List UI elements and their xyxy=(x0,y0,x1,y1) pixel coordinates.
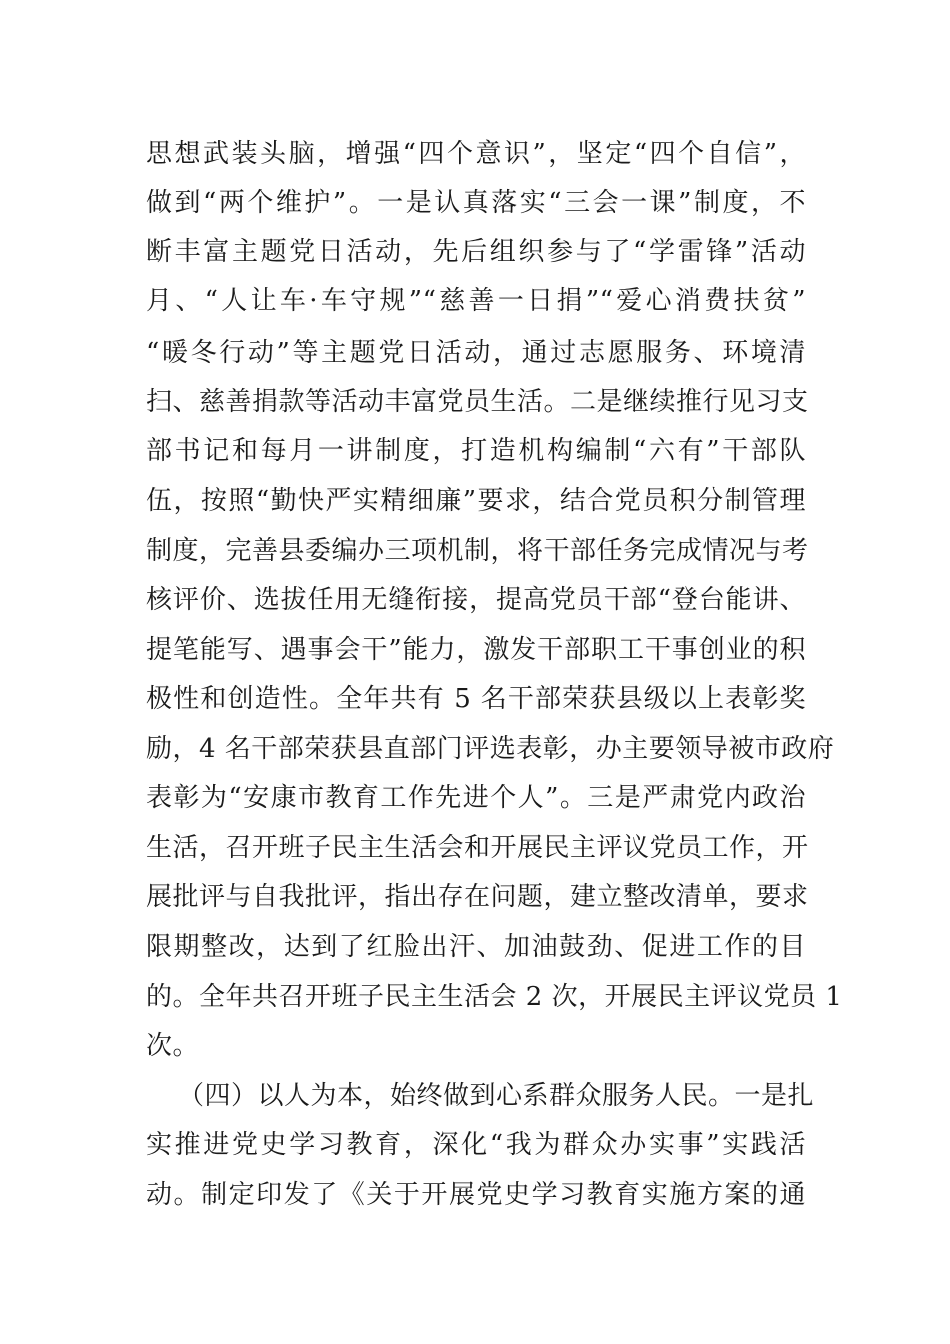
text-line-9: 制度，完善县委编办三项机制，将干部任务完成情况与考 xyxy=(146,536,809,566)
text-line-6: 扫、慈善捐款等活动丰富党员生活。二是继续推行见习支 xyxy=(146,387,809,417)
text-line-21: 实推进党史学习教育，深化“我为群众办实事”实践活 xyxy=(146,1130,806,1160)
text-line-18: 的。全年共召开班子民主生活会 2 次，开展民主评议党员 1 xyxy=(146,982,843,1012)
text-line-16: 展批评与自我批评，指出存在问题，建立整改清单，要求 xyxy=(146,882,809,912)
text-line-2: 做到“两个维护”。一是认真落实“三会一课”制度，不 xyxy=(146,188,806,218)
text-line-5: “暖冬行动”等主题党日活动，通过志愿服务、环境清 xyxy=(146,338,806,368)
text-line-1: 思想武装头脑，增强“四个意识”，坚定“四个自信”， xyxy=(146,139,806,169)
text-line-10: 核评价、选拔任用无缝衔接，提高党员干部“登台能讲、 xyxy=(146,585,806,615)
text-line-3: 断丰富主题党日活动，先后组织参与了“学雷锋”活动 xyxy=(146,237,806,267)
text-line-15: 生活，召开班子民主生活会和开展民主评议党员工作，开 xyxy=(146,833,809,863)
section-heading-line: （四）以人为本，始终做到心系群众服务人民。一是扎 xyxy=(178,1081,815,1111)
text-line-13: 励，4 名干部荣获县直部门评选表彰，办主要领导被市政府 xyxy=(146,734,835,764)
text-line-8: 伍，按照“勤快严实精细廉”要求，结合党员积分制管理 xyxy=(146,486,806,516)
text-line-4: 月、“人让车·车守规”“慈善一日捐”“爱心消费扶贫” xyxy=(146,286,806,316)
text-line-7: 部书记和每月一讲制度，打造机构编制“六有”干部队 xyxy=(146,436,806,466)
text-line-22: 动。制定印发了《关于开展党史学习教育实施方案的通 xyxy=(146,1180,806,1210)
text-line-12: 极性和创造性。全年共有 5 名干部荣获县级以上表彰奖 xyxy=(146,684,806,714)
text-line-11: 提笔能写、遇事会干”能力，激发干部职工干事创业的积 xyxy=(146,635,806,665)
text-line-14: 表彰为“安康市教育工作先进个人”。三是严肃党内政治 xyxy=(146,783,806,813)
text-line-17: 限期整改，达到了红脸出汗、加油鼓劲、促进工作的目 xyxy=(146,932,806,962)
text-line-19: 次。 xyxy=(146,1031,200,1061)
